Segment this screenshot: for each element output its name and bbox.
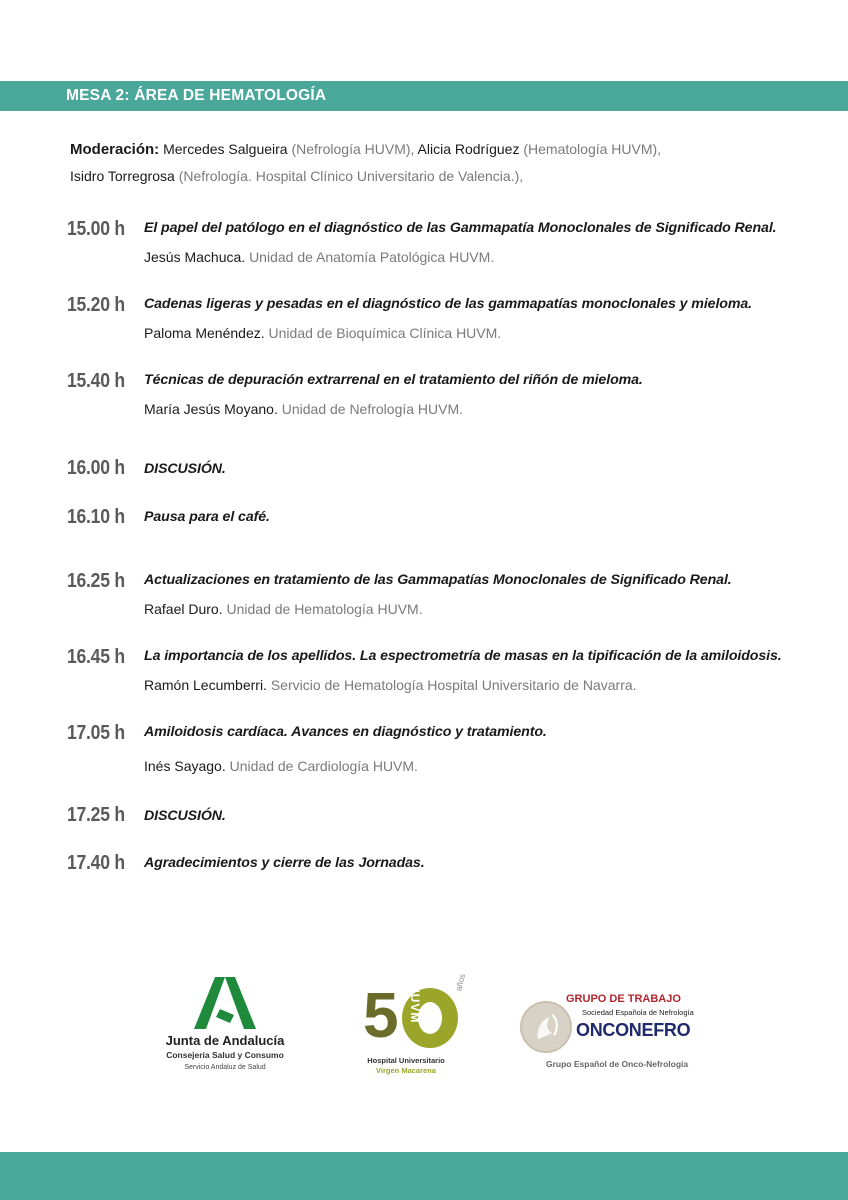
onconefro-name bbox=[576, 1020, 690, 1041]
slot-speaker bbox=[144, 325, 501, 341]
junta-andalucia-logo bbox=[160, 975, 290, 1080]
junta-servicio: Servicio Andaluz de Salud bbox=[184, 1064, 266, 1071]
moderation-block bbox=[70, 136, 810, 189]
slot-speaker bbox=[144, 401, 463, 417]
moderator-affiliation: (Nefrología. Hospital Clínico Universitario de Valencia.), bbox=[178, 168, 524, 184]
huvm-hospital: Hospital Universitario bbox=[367, 1056, 445, 1065]
slot-title: Actualizaciones en tratamiento de las Gammapatías Monoclonales de Significado Renal. bbox=[144, 572, 732, 588]
sponsor-logos bbox=[0, 972, 848, 1085]
speaker-name: Rafael Duro. bbox=[144, 601, 223, 617]
slot-speaker bbox=[144, 677, 637, 693]
slot-time: 15.40 h bbox=[67, 370, 125, 392]
onconefro-prefix: ON bbox=[576, 1020, 603, 1040]
huvm-50-logo bbox=[360, 972, 470, 1085]
slot-time: 16.00 h bbox=[67, 457, 125, 479]
onconefro-emblem-icon bbox=[520, 1001, 572, 1053]
onconefro-rest: CONEFRO bbox=[602, 1020, 691, 1040]
speaker-unit: Unidad de Nefrología HUVM. bbox=[281, 401, 464, 417]
slot-title: El papel del patólogo en el diagnóstico de las Gammapatía Monoclonales de Significado Renal. bbox=[144, 220, 777, 236]
junta-a-icon bbox=[190, 975, 260, 1031]
footer-bar bbox=[0, 1152, 848, 1200]
slot-title: La importancia de los apellidos. La espectrometría de masas en la tipificación de la amiloidosis. bbox=[144, 648, 782, 664]
slot-time: 17.40 h bbox=[67, 852, 125, 874]
slot-time: 15.20 h bbox=[67, 294, 125, 316]
slot-title: Agradecimientos y cierre de las Jornadas. bbox=[144, 855, 425, 871]
huvm-macarena: Virgen Macarena bbox=[376, 1066, 436, 1075]
speaker-name: Ramón Lecumberri. bbox=[144, 677, 267, 693]
slot-time: 15.00 h bbox=[67, 218, 125, 240]
slot-speaker bbox=[144, 758, 418, 774]
slot-title: DISCUSIÓN. bbox=[144, 461, 226, 477]
junta-consejeria: Consejería Salud y Consumo bbox=[166, 1050, 284, 1060]
slot-title: DISCUSIÓN. bbox=[144, 808, 226, 824]
slot-title: Cadenas ligeras y pesadas en el diagnóstico de las gammapatías monoclonales y mieloma. bbox=[144, 296, 753, 312]
speaker-unit: Unidad de Cardiología HUVM. bbox=[229, 758, 418, 774]
slot-speaker bbox=[144, 249, 494, 265]
speaker-name: Jesús Machuca. bbox=[144, 249, 246, 265]
moderator-name: Alicia Rodríguez bbox=[417, 141, 520, 157]
moderation-label: Moderación: bbox=[70, 141, 160, 158]
huvm-anos: años bbox=[454, 972, 468, 993]
speaker-name: Inés Sayago. bbox=[144, 758, 226, 774]
section-title: MESA 2: ÁREA DE HEMATOLOGÍA bbox=[66, 87, 327, 104]
huvm-tag: HUVM bbox=[408, 984, 422, 1024]
section-header-bar bbox=[0, 81, 848, 111]
slot-time: 16.10 h bbox=[67, 506, 125, 528]
onconefro-sociedad: Sociedad Española de Nefrología bbox=[582, 1008, 694, 1017]
slot-time: 16.45 h bbox=[67, 646, 125, 668]
speaker-unit: Unidad de Anatomía Patológica HUVM. bbox=[249, 249, 495, 265]
moderator-name: Isidro Torregrosa bbox=[70, 168, 175, 184]
onconefro-grupo: GRUPO DE TRABAJO bbox=[566, 993, 681, 1005]
slot-title: Amiloidosis cardíaca. Avances en diagnóstico y tratamiento. bbox=[144, 724, 547, 740]
onconefro-logo bbox=[518, 993, 718, 1083]
speaker-unit: Servicio de Hematología Hospital Universitario de Navarra. bbox=[270, 677, 637, 693]
slot-time: 16.25 h bbox=[67, 570, 125, 592]
slot-title: Pausa para el café. bbox=[144, 509, 270, 525]
slot-speaker bbox=[144, 601, 423, 617]
slot-time: 17.25 h bbox=[67, 804, 125, 826]
speaker-name: Paloma Menéndez. bbox=[144, 325, 265, 341]
moderator-name: Mercedes Salgueira bbox=[163, 141, 288, 157]
moderator-affiliation: (Hematología HUVM), bbox=[523, 141, 662, 157]
huvm-number: 5 bbox=[363, 979, 395, 1051]
speaker-name: María Jesús Moyano. bbox=[144, 401, 278, 417]
moderator-affiliation: (Nefrología HUVM), bbox=[291, 141, 415, 157]
speaker-unit: Unidad de Bioquímica Clínica HUVM. bbox=[268, 325, 502, 341]
junta-name: Junta de Andalucía bbox=[165, 1033, 285, 1048]
slot-time: 17.05 h bbox=[67, 722, 125, 744]
slot-title: Técnicas de depuración extrarrenal en el tratamiento del riñón de mieloma. bbox=[144, 372, 643, 388]
onconefro-footer: Grupo Español de Onco-Nefrología bbox=[546, 1059, 689, 1069]
speaker-unit: Unidad de Hematología HUVM. bbox=[226, 601, 423, 617]
